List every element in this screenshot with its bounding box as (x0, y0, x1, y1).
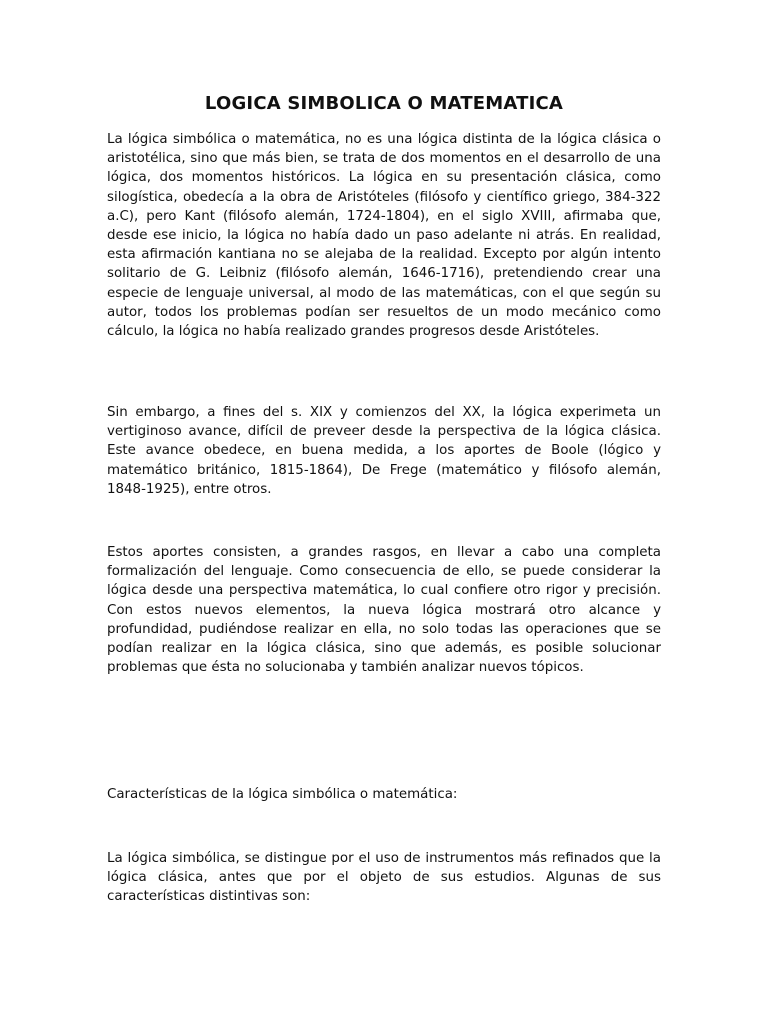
document-title: LOGICA SIMBOLICA O MATEMATICA (204, 93, 564, 114)
paragraph-contributions: Estos aportes consisten, a grandes rasgos, en llevar a cabo una completa formalización del lenguaje. Como consecuencia de ello, se puede considerar la lógica desde una perspectiva matemática, lo cual confiere otro rigor y precisión. Con estos nuevos elementos, la nueva lógica mostrará otro alcance y profundidad, pudiéndose realizar en ella, no solo todas las operaciones que se podían realizar en la lógica clásica, sino que además, es posible solucionar problemas que ésta no solucionaba y también analizar nuevos tópicos. (107, 545, 661, 676)
paragraph-characteristics: La lógica simbólica, se distingue por el uso de instrumentos más refinados que la lógica clásica, antes que por el objeto de sus estudios. Algunas de sus características distintivas son: (107, 851, 661, 905)
section-heading-characteristics: Características de la lógica simbólica o matemática: (107, 787, 458, 802)
paragraph-history: Sin embargo, a fines del s. XIX y comienzos del XX, la lógica experimeta un vertiginoso avance, difícil de preveer desde la perspectiva de la lógica clásica. Este avance obedece, en buena medida, a los aportes de Boole (lógico y matemático británico, 1815-1864), De Frege (matemático y filósofo alemán, 1848-1925), entre otros. (107, 405, 661, 497)
paragraph-intro: La lógica simbólica o matemática, no es una lógica distinta de la lógica clásica o aristotélica, sino que más bien, se trata de dos momentos en el desarrollo de una lógica, dos momentos históricos. La lógica en su presentación clásica, como silogística, obedecía a la obra de Aristóteles (filósofo y científico griego, 384-322 a.C), pero Kant (filósofo alemán, 1724-1804), en el siglo XVIII, afirmaba que, desde ese inicio, la lógica no había dado un paso adelante ni atrás. En realidad, esta afirmación kantiana no se alejaba de la realidad. Excepto por algún intento solitario de G. Leibniz (filósofo alemán, 1646-1716), pretendiendo crear una especie de lenguaje universal, al modo de las matemáticas, con el que según su autor, todos los problemas podían ser resueltos de un modo mecánico como cálculo, la lógica no había realizado grandes progresos desde Aristóteles. (107, 132, 661, 340)
